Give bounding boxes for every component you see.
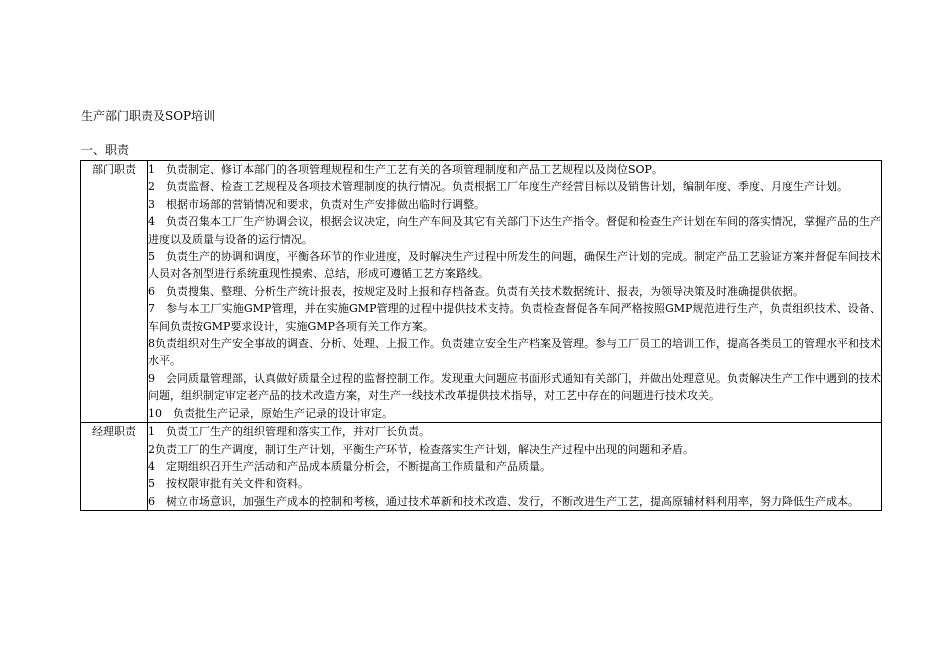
duty-item: 3 根据市场部的营销情况和要求，负责对生产安排做出临时行调整。 <box>148 197 485 211</box>
duty-item: 7 参与本工厂实施GMP管理，并在实施GMP管理的过程中提供技术支持。负责检查督促各车间严格按照GMP规范进行生产，负责组织技术、设备、车间负责按GMP要求设计，实施GMP各项有关工作方案。 <box>148 302 881 333</box>
duty-item: 5 按权限审批有关文件和资料。 <box>148 477 309 491</box>
duty-item: 4 定期组织召开生产活动和产品成本质量分析会，不断提高工作质量和产品质量。 <box>148 459 551 473</box>
duty-item: 10 负责批生产记录，原始生产记录的设计审定。 <box>148 406 393 420</box>
category-cell-manager: 经理职责 <box>81 423 148 511</box>
table-row-department <box>81 161 882 423</box>
section-heading: 一、职责 <box>81 143 130 157</box>
duty-item: 4 负责召集本工厂生产协调会议，根据会议决定，向生产车间及其它有关部门下达生产指令。督促和检查生产计划在车间的落实情况，掌握产品的生产进度以及质量与设备的运行情况。 <box>148 215 881 246</box>
document-title: 生产部门职责及SOP培训 <box>81 109 216 123</box>
duty-item: 6 负责搜集、整理、分析生产统计报表，按规定及时上报和存档备查。负责有关技术数据统计、报表，为领导决策及时准确提供依据。 <box>148 284 804 298</box>
duty-item: 1 负责制定、修订本部门的各项管理规程和生产工艺有关的各项管理制度和产品工艺规程以及岗位SOP。 <box>148 163 663 176</box>
category-cell-department: 部门职责 <box>81 161 148 423</box>
content-cell-manager <box>148 423 882 511</box>
content-cell-department <box>148 161 882 423</box>
duty-item: 2负责工厂的生产调度，制订生产计划，平衡生产环节，检查落实生产计划，解决生产过程中出现的问题和矛盾。 <box>148 442 694 456</box>
duty-item: 6 树立市场意识，加强生产成本的控制和考核，通过技术革新和技术改造、发行，不断改进生产工艺，提高原辅材料利用率，努力降低生产成本。 <box>148 494 859 508</box>
duty-item: 2 负责监督、检查工艺规程及各项技术管理制度的执行情况。负责根据工厂年度生产经营目标以及销售计划，编制年度、季度、月度生产计划。 <box>148 180 848 194</box>
duty-item: 8负责组织对生产安全事故的调查、分析、处理、上报工作。负责建立安全生产档案及管理。参与工厂员工的培训工作，提高各类员工的管理水平和技术水平。 <box>148 337 881 368</box>
duty-item: 5 负责生产的协调和调度，平衡各环节的作业进度，及时解决生产过程中所发生的问题，确保生产计划的完成。制定产品工艺验证方案并督促车间技术人员对各剂型进行系统重现性摸索、总结，形成可遵循工艺方案路线。 <box>148 250 881 281</box>
table-row-manager <box>81 423 882 511</box>
duties-table <box>80 160 882 511</box>
duty-item: 9 会同质量管理部，认真做好质量全过程的监督控制工作。发现重大问题应书面形式通知有关部门，并做出处理意见。负责解决生产工作中遇到的技术问题，组织制定审定老产品的技术改造方案，对生产一线技术改革提供技术指导，对工艺中存在的问题进行技术攻关。 <box>148 371 881 403</box>
duty-item: 1 负责工厂生产的组织管理和落实工作，并对厂长负责。 <box>148 425 430 439</box>
